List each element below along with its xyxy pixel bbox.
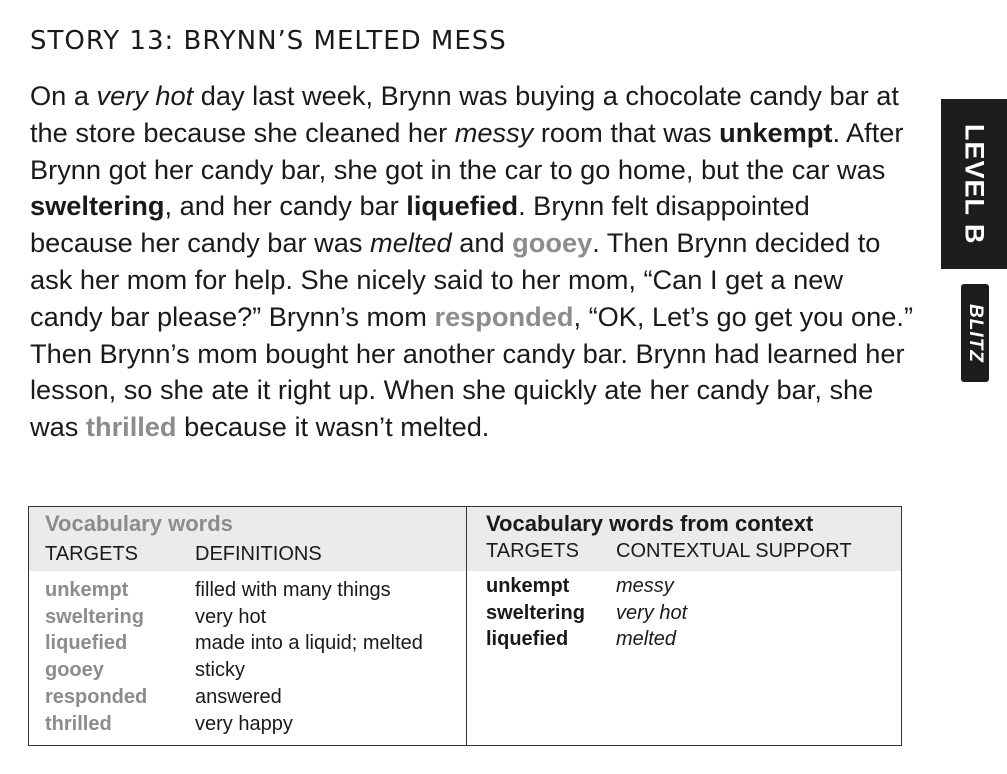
story-text: . Brynn felt disappointed because her candy bar was — [30, 190, 810, 259]
vocabulary-panel — [29, 507, 467, 745]
context-list — [486, 573, 687, 653]
story-title: STORY 13: BRYNN’S MELTED MESS — [30, 26, 507, 56]
context-target: liquefied — [486, 628, 569, 651]
vocab-target: sweltering — [45, 605, 144, 628]
context-panel — [467, 507, 901, 745]
story-italic-messy: messy — [454, 116, 534, 148]
story-gray-responded: responded — [434, 300, 574, 332]
vocab-definition: filled with many things — [195, 578, 391, 601]
contextual-support-column-header: CONTEXTUAL SUPPORT — [616, 540, 852, 562]
level-tab — [941, 99, 1007, 269]
story-text: . Then Brynn decided to ask her mom for help. She nicely said to her mom, “Can I get a new candy bar please?” Brynn’s mom — [30, 227, 881, 332]
vocabulary-row — [45, 631, 423, 658]
context-support: melted — [616, 628, 677, 651]
definitions-column-header: DEFINITIONS — [195, 543, 322, 565]
story-bold-unkempt: unkempt — [719, 116, 833, 148]
context-target: sweltering — [486, 601, 585, 624]
story-gray-gooey: gooey — [512, 227, 593, 259]
vocab-target: responded — [45, 686, 148, 709]
story-bold-sweltering: sweltering — [30, 190, 165, 222]
story-text: because it wasn’t melted. — [176, 411, 490, 443]
vocabulary-row — [45, 684, 423, 711]
context-target: unkempt — [486, 574, 570, 597]
story-bold-liquefied: liquefied — [406, 190, 519, 222]
story-text: , “OK, Let’s go get you one.” Then Brynn’s mom bought her another candy bar. Brynn had learned her lesson, so she ate it right up. When she quickly ate her candy bar, she was — [30, 300, 914, 443]
context-row — [486, 627, 687, 654]
story-italic-very-hot: very hot — [96, 80, 194, 111]
context-row — [486, 573, 687, 600]
vocabulary-row — [45, 711, 423, 738]
story-gray-thrilled: thrilled — [85, 411, 177, 443]
story-italic-melted: melted — [370, 227, 452, 259]
story-text: and — [451, 227, 513, 259]
vocab-definition: very happy — [195, 712, 293, 735]
vocab-target: gooey — [45, 659, 104, 682]
story-text: . After Brynn got her candy bar, she got in the car to go home, but the car was — [30, 116, 904, 185]
vocabulary-list — [45, 577, 423, 738]
blitz-badge — [961, 284, 989, 382]
vocab-definition: sticky — [195, 659, 245, 682]
vocabulary-box — [28, 506, 902, 746]
vocab-definition: answered — [195, 686, 282, 709]
context-title: Vocabulary words from context — [486, 511, 814, 536]
vocab-target: unkempt — [45, 578, 129, 601]
vocabulary-row — [45, 657, 423, 684]
story-text: On a — [30, 80, 97, 111]
vocab-target: thrilled — [45, 712, 112, 735]
vocab-target: liquefied — [45, 632, 128, 655]
context-targets-column-header: TARGETS — [486, 540, 579, 562]
context-support: very hot — [616, 601, 688, 624]
targets-column-header: TARGETS — [45, 543, 138, 565]
story-text: day last week, Brynn was buying a chocolate candy bar at the store because she cleaned her — [30, 80, 899, 148]
context-panel-header — [467, 507, 901, 571]
context-row — [486, 600, 687, 627]
context-support: messy — [616, 574, 674, 597]
vocab-definition: very hot — [195, 605, 267, 628]
story-text: , and her candy bar — [164, 190, 407, 222]
vocab-definition: made into a liquid; melted — [195, 632, 423, 655]
vocabulary-row — [45, 577, 423, 604]
vocabulary-title: Vocabulary words — [45, 511, 233, 536]
story-paragraph — [30, 78, 920, 446]
story-text: room that was — [533, 116, 720, 148]
level-tab-label: LEVEL B — [959, 123, 990, 245]
vocabulary-panel-header — [29, 507, 466, 571]
vocabulary-row — [45, 604, 423, 631]
blitz-badge-label: BLITZ — [965, 303, 986, 363]
